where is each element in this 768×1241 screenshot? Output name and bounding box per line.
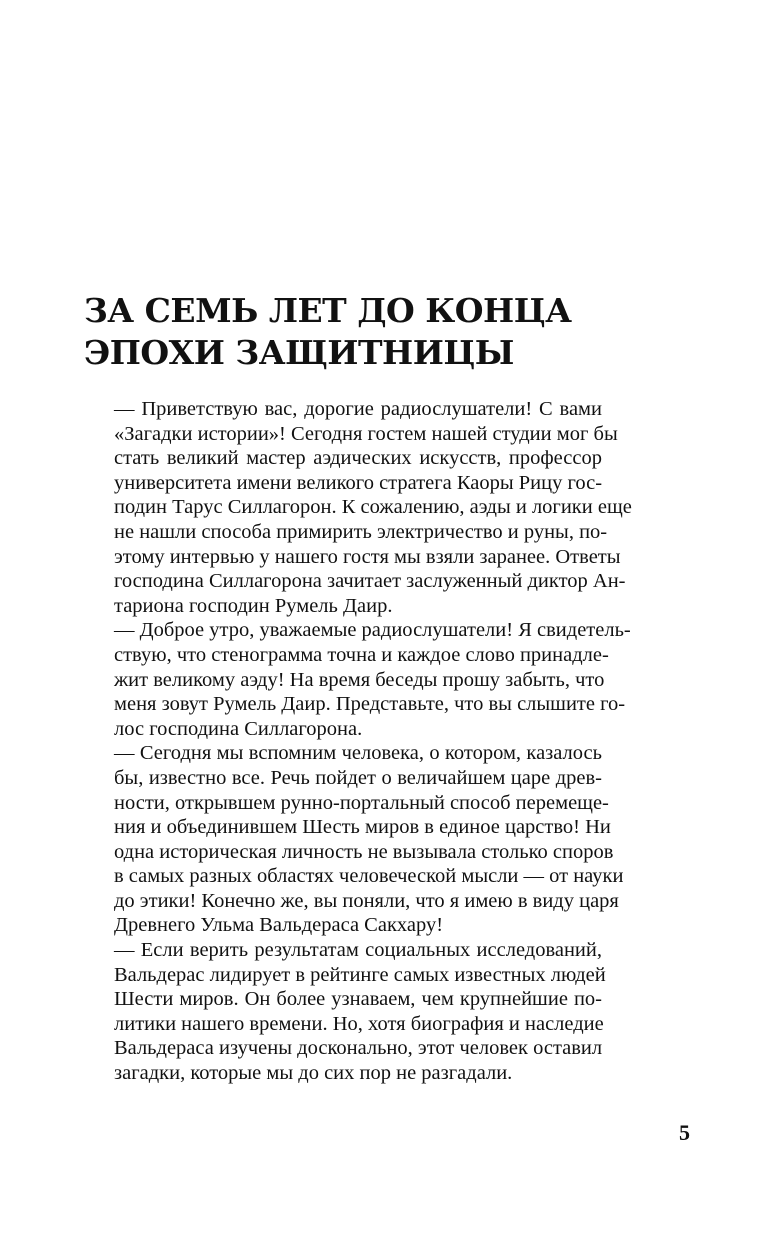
text-line: подин Тарус Силлагорон. К сожалению, аэды и логики еще <box>114 496 632 519</box>
text-line: лос господина Силлагорона. <box>114 717 363 740</box>
chapter-title-line: ЗА СЕМЬ ЛЕТ ДО КОНЦА <box>84 291 572 330</box>
text-line: ния и объединившем Шесть миров в единое царство! Ни <box>114 816 611 839</box>
text-line: жит великому аэду! На время беседы прошу забыть, что <box>114 668 605 691</box>
text-line: меня зовут Румель Даир. Представьте, что вы слышите го- <box>114 693 626 716</box>
text-line: — Приветствую вас, дорогие радиослушатели! С вами <box>114 398 602 420</box>
text-line: ности, открывшем рунно-портальный способ перемеще- <box>114 791 609 814</box>
page-number: 5 <box>679 1120 690 1145</box>
text-line: Вальдерас лидирует в рейтинге самых известных людей <box>114 963 606 986</box>
text-line: тариона господин Румель Даир. <box>114 594 393 617</box>
text-line: одна историческая личность не вызывала столько споров <box>114 840 614 863</box>
text-line: «Загадки истории»! Сегодня гостем нашей студии мог бы <box>114 422 618 445</box>
text-line: — Если верить результатам социальных исследований, <box>114 939 602 962</box>
text-line: Древнего Ульма Вальдераса Сакхару! <box>114 914 444 937</box>
chapter-title <box>84 290 684 374</box>
text-line: стать великий мастер аэдических искусств, профессор <box>114 447 602 470</box>
text-line: литики нашего времени. Но, хотя биография и наследие <box>114 1012 604 1035</box>
body-text <box>114 397 632 1086</box>
text-line: этому интервью у нашего гостя мы взяли заранее. Ответы <box>114 545 621 568</box>
text-line: загадки, которые мы до сих пор не разгадали. <box>114 1062 513 1085</box>
text-line: не нашли способа примирить электричество и руны, по- <box>114 520 608 543</box>
text-line: Вальдераса изучены досконально, этот человек оставил <box>114 1037 603 1060</box>
text-line: в самых разных областях человеческой мысли — от науки <box>114 865 624 888</box>
text-line: — Доброе утро, уважаемые радиослушатели! Я свидетель- <box>114 619 631 642</box>
text-line: до этики! Конечно же, вы поняли, что я имею в виду царя <box>114 889 619 912</box>
text-line: Шести миров. Он более узнаваем, чем крупнейшие по- <box>114 988 602 1011</box>
text-line: — Сегодня мы вспомним человека, о котором, казалось <box>114 742 602 765</box>
text-line: университета имени великого стратега Каоры Рицу гос- <box>114 471 603 494</box>
text-line: ствую, что стенограмма точна и каждое слово принадле- <box>114 643 609 666</box>
chapter-title-line: ЭПОХИ ЗАЩИТНИЦЫ <box>84 333 514 372</box>
text-line: бы, известно все. Речь пойдет о величайшем царе древ- <box>114 766 602 789</box>
text-line: господина Силлагорона зачитает заслуженный диктор Ан- <box>114 570 626 593</box>
